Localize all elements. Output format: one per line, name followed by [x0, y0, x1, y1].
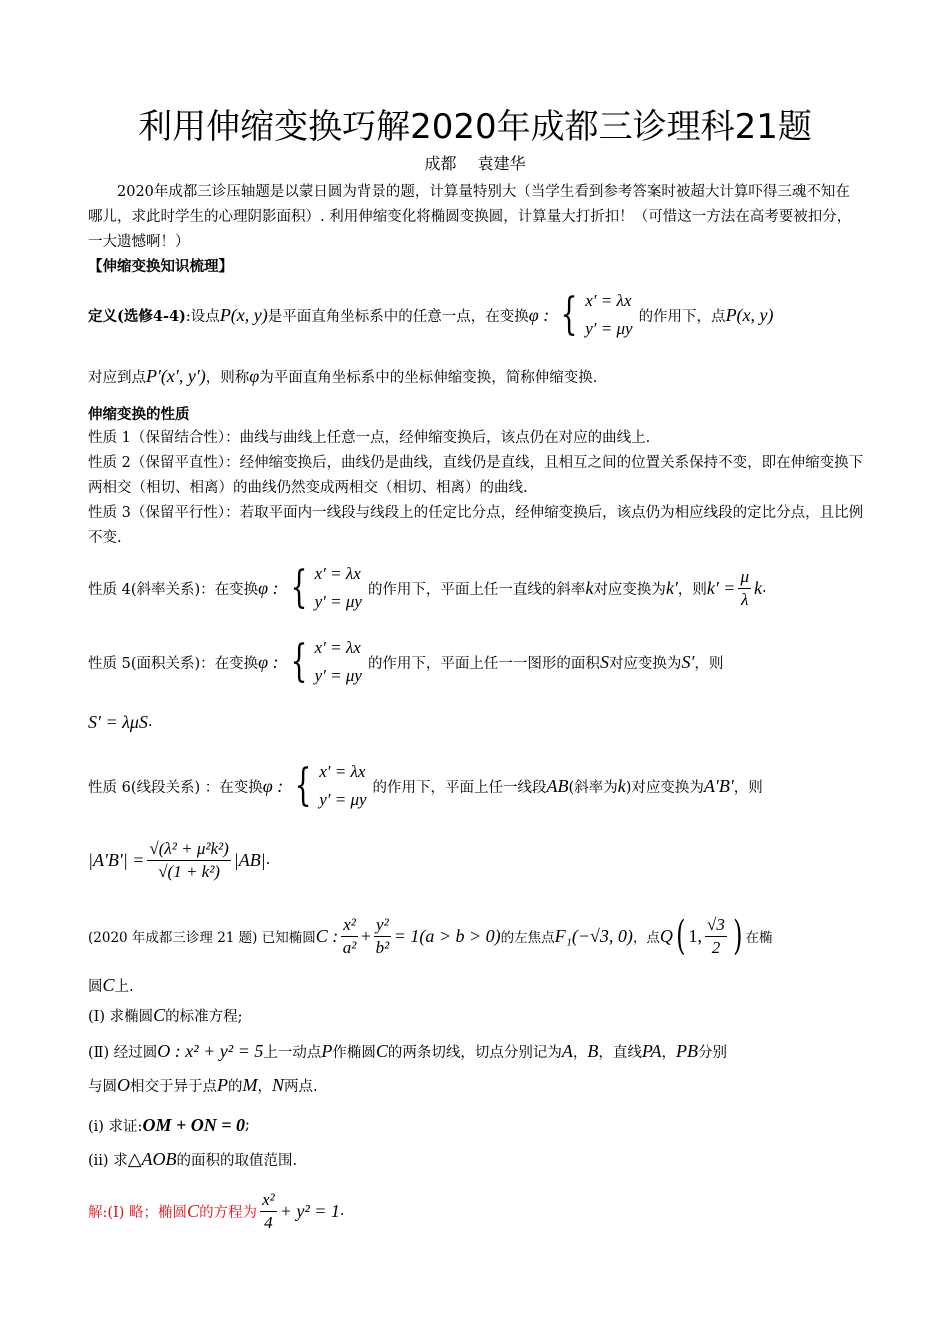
section-heading: 【伸缩变换知识梳理】	[88, 258, 233, 275]
prop6-text-e: ，则	[733, 779, 763, 796]
left-paren-icon: (	[676, 913, 686, 959]
fraction-denominator: √(1 + k²)	[158, 861, 220, 881]
q2-a: A	[561, 1040, 573, 1061]
property-1: 性质 1（保留结合性）：曲线与曲线上任意一点，经伸缩变换后，该点仍在对应的曲线上.	[88, 430, 651, 446]
property-3: 性质 3（保留平行性）：若取平面内一线段与线段上的任定比分点，经伸缩变换后，该点仍为相应线段的定比分点，且比例不变.	[88, 505, 864, 546]
solution-text-b: 的方程为	[199, 1204, 258, 1221]
frac-sqrt3-2	[705, 914, 727, 959]
plus-sign: +	[360, 925, 372, 946]
fraction-numerator: μ	[738, 566, 751, 589]
qi-text-a: (ⅰ) 求证:	[88, 1118, 143, 1135]
q1-text-a: (Ⅰ) 求椭圆	[88, 1008, 154, 1025]
fraction-denominator: 4	[264, 1212, 273, 1232]
prop4-k-2: k	[754, 577, 762, 598]
prop6-text-a: 性质 6(线段关系) ：在变换	[88, 779, 263, 796]
question-i	[88, 1112, 868, 1138]
system-row-2: y′ = μy	[314, 592, 362, 611]
q2-text-l: ，	[257, 1078, 272, 1095]
definition-label: 定义(选修4-4)	[88, 307, 186, 325]
definition-text-4: 对应到点	[88, 369, 146, 386]
solution-end: .	[339, 1203, 345, 1219]
prop5-text-b: 的作用下，平面上任一一图形的面积	[367, 655, 600, 672]
q2-p: P	[321, 1040, 333, 1061]
definition-text-6: 为平面直角坐标系中的坐标伸缩变换，简称伸缩变换.	[259, 369, 598, 386]
ellipse-condition: = 1(a > b > 0)	[393, 925, 501, 946]
q2-c: C	[375, 1040, 388, 1061]
qii-text-a: (ⅱ) 求	[88, 1152, 128, 1169]
solution-text-a: 解:(Ⅰ) 略；椭圆	[88, 1204, 188, 1221]
prop5-text-a: 性质 5(面积关系)：在变换	[88, 655, 259, 672]
brace-icon: {	[290, 636, 308, 687]
right-paren-icon: )	[732, 913, 743, 959]
triangle-aob: △AOB	[127, 1148, 177, 1169]
property-6-formula-line	[88, 830, 868, 890]
property-2: 性质 2（保留平直性）：经伸缩变换后，曲线仍是曲线，直线仍是直线，且相互之间的位置关系保持不变，即在伸缩变换下两相交（相切、相离）的曲线仍然变成两相交（相切、相离）的曲线.	[88, 455, 864, 496]
brace-icon: {	[560, 289, 578, 340]
property-4	[88, 560, 868, 616]
prop5-end: .	[147, 714, 153, 730]
q2-n: N	[272, 1074, 285, 1095]
q2-text-k: 的	[228, 1078, 243, 1095]
prop4-end: .	[762, 580, 767, 596]
ellipse-c-2: C	[102, 974, 115, 995]
property-5	[88, 634, 868, 690]
frac-x2-a2	[341, 914, 358, 959]
definition-text-2: 是平面直角坐标系中的任意一点，在变换	[267, 308, 529, 325]
prop4-text-c: 对应变换为	[593, 581, 666, 598]
prop5-s: S	[599, 651, 609, 672]
prop6-text-c: (斜率为	[568, 779, 618, 796]
prop5-text-c: 对应变换为	[608, 655, 682, 672]
fraction-denominator: a²	[342, 937, 357, 957]
prop4-phi: φ :	[258, 577, 279, 598]
prop6-ab: AB	[546, 775, 569, 796]
point-p: P(x, y)	[219, 304, 268, 325]
system-row-1: x′ = λx	[319, 762, 366, 781]
q2-text-d: 的两条切线，切点分别记为	[387, 1044, 562, 1061]
fraction-numerator: √(λ² + μ²k²)	[147, 838, 230, 861]
prop4-k-prime-eq: k′ =	[706, 577, 736, 598]
prop4-system	[285, 560, 362, 616]
q2-text-h: 分别	[698, 1044, 728, 1061]
phi-symbol: φ :	[528, 304, 550, 325]
fraction-numerator: √3	[705, 914, 727, 937]
prop6-text-b: 的作用下，平面上任一线段	[372, 779, 547, 796]
question-2-line-1	[88, 1038, 868, 1064]
solution-line	[88, 1186, 868, 1236]
prop6-phi: φ :	[262, 775, 284, 796]
q1-text-b: 的标准方程;	[165, 1008, 243, 1025]
fraction-numerator: x²	[341, 914, 358, 937]
question-1	[88, 1002, 868, 1028]
system-row-2: y′ = μy	[585, 319, 633, 338]
phi-symbol-2: φ	[249, 365, 260, 386]
q2-p-2: P	[217, 1074, 228, 1095]
problem-line-2	[88, 972, 868, 998]
intro-paragraph: 2020年成都三诊压轴题是以蒙日圆为背景的题，计算量特别大（当学生看到参考答案时被超大计算吓得三魂不知在哪儿，求此时学生的心理阴影面积）. 利用伸缩变化将椭圆变换圆，计算量大打折扣！（可惜这一方法在高考要被扣分，一大遗憾啊！）	[88, 184, 852, 250]
prop6-k: k	[617, 775, 626, 796]
q2-text-g: ，	[661, 1044, 677, 1061]
prop6-rhs: |AB|	[233, 849, 266, 870]
q2-b: B	[587, 1040, 599, 1061]
prop4-text-d: ，则	[677, 581, 707, 598]
point-p-prime: P′(x′, y′)	[146, 365, 206, 386]
problem-text-c: ，点	[632, 930, 660, 946]
point-q-x: 1,	[688, 925, 703, 946]
problem-text-e: 圆	[88, 978, 103, 995]
q2-text-m: 两点.	[284, 1078, 318, 1095]
q1-c: C	[153, 1004, 166, 1025]
q2-text-c: 作椭圆	[332, 1044, 376, 1061]
brace-icon: {	[294, 760, 312, 811]
prop5-system	[285, 634, 362, 690]
prop6-fraction	[147, 838, 230, 883]
definition-line-2	[88, 362, 868, 390]
prop6-system	[289, 758, 366, 814]
ellipse-c: C :	[315, 925, 339, 946]
system-row-2: y′ = μy	[319, 790, 367, 809]
problem-text-f: 上.	[114, 978, 134, 995]
system-row-1: x′ = λx	[585, 291, 632, 310]
question-ii	[88, 1146, 868, 1172]
property-6	[88, 758, 868, 814]
solution-c: C	[187, 1200, 200, 1221]
fraction-numerator: y²	[374, 914, 391, 937]
prop6-text-d: )对应变换为	[625, 779, 704, 796]
q2-text-e: ，	[572, 1044, 588, 1061]
prop4-k-prime: k′	[665, 577, 678, 598]
fraction-denominator: b²	[375, 937, 390, 957]
q2-text-b: 上一动点	[263, 1044, 322, 1061]
fraction-denominator: 2	[711, 937, 721, 957]
prop6-lhs: |A′B′| =	[88, 849, 145, 870]
brace-icon: {	[290, 562, 308, 613]
circle-o: O : x² + y² = 5	[157, 1040, 264, 1061]
problem-text-d: 在椭	[745, 930, 773, 946]
definition-text-5: ，则称	[205, 369, 250, 386]
frac-y2-b2	[374, 914, 391, 959]
prop5-text-d: ，则	[694, 655, 724, 672]
prop5-s-prime: S′	[681, 651, 695, 672]
author-line: 成都 袁建华	[424, 154, 526, 173]
focus-f1: F₁(−√3, 0)	[554, 925, 633, 946]
solution-fraction	[260, 1189, 277, 1234]
prop5-formula: S′ = λμS	[88, 711, 148, 732]
q2-pb: PB	[676, 1040, 699, 1061]
property-5-formula-line	[88, 708, 868, 736]
q2-m: M	[242, 1074, 258, 1095]
prop6-ab-prime: A′B′	[703, 775, 734, 796]
qi-end: ;	[244, 1117, 250, 1133]
q2-text-a: (Ⅱ) 经过圆	[88, 1044, 158, 1061]
system-row-1: x′ = λx	[314, 638, 361, 657]
definition-line-1	[88, 290, 868, 340]
q2-text-j: 相交于异于点	[130, 1078, 217, 1095]
q2-text-f: ，直线	[598, 1044, 642, 1061]
prop4-text-b: 的作用下，平面上任一直线的斜率	[367, 581, 586, 598]
system-row-1: x′ = λx	[314, 564, 361, 583]
definition-text-3: 的作用下，点	[638, 308, 726, 325]
problem-text-a: (2020 年成都三诊理 21 题) 已知椭圆	[88, 930, 316, 946]
page-title: 利用伸缩变换巧解2020年成都三诊理科21题	[138, 107, 812, 147]
q2-o: O	[117, 1074, 130, 1095]
prop4-text-a: 性质 4(斜率关系)：在变换	[88, 581, 259, 598]
properties-heading: 伸缩变换的性质	[88, 406, 190, 423]
prop6-end: .	[265, 852, 271, 868]
point-p-2: P(x, y)	[725, 304, 774, 325]
qii-text-b: 的面积的取值范围.	[176, 1152, 298, 1169]
point-q: Q	[659, 925, 673, 946]
solution-rest: + y² = 1	[279, 1200, 340, 1221]
question-2-line-2	[88, 1072, 868, 1098]
problem-text-b: 的左焦点	[500, 930, 555, 946]
fraction-numerator: x²	[260, 1189, 277, 1212]
prop5-phi: φ :	[258, 651, 279, 672]
fraction-denominator: λ	[741, 589, 749, 609]
problem-line-1	[88, 908, 868, 964]
vector-formula: OM + ON = 0	[142, 1114, 245, 1135]
transform-system	[555, 287, 632, 343]
q2-text-i: 与圆	[88, 1078, 117, 1095]
definition-text-1: :设点	[185, 308, 220, 325]
system-row-2: y′ = μy	[314, 666, 362, 685]
prop4-fraction	[738, 566, 751, 611]
prop4-k: k	[585, 577, 594, 598]
q2-pa: PA	[641, 1040, 662, 1061]
